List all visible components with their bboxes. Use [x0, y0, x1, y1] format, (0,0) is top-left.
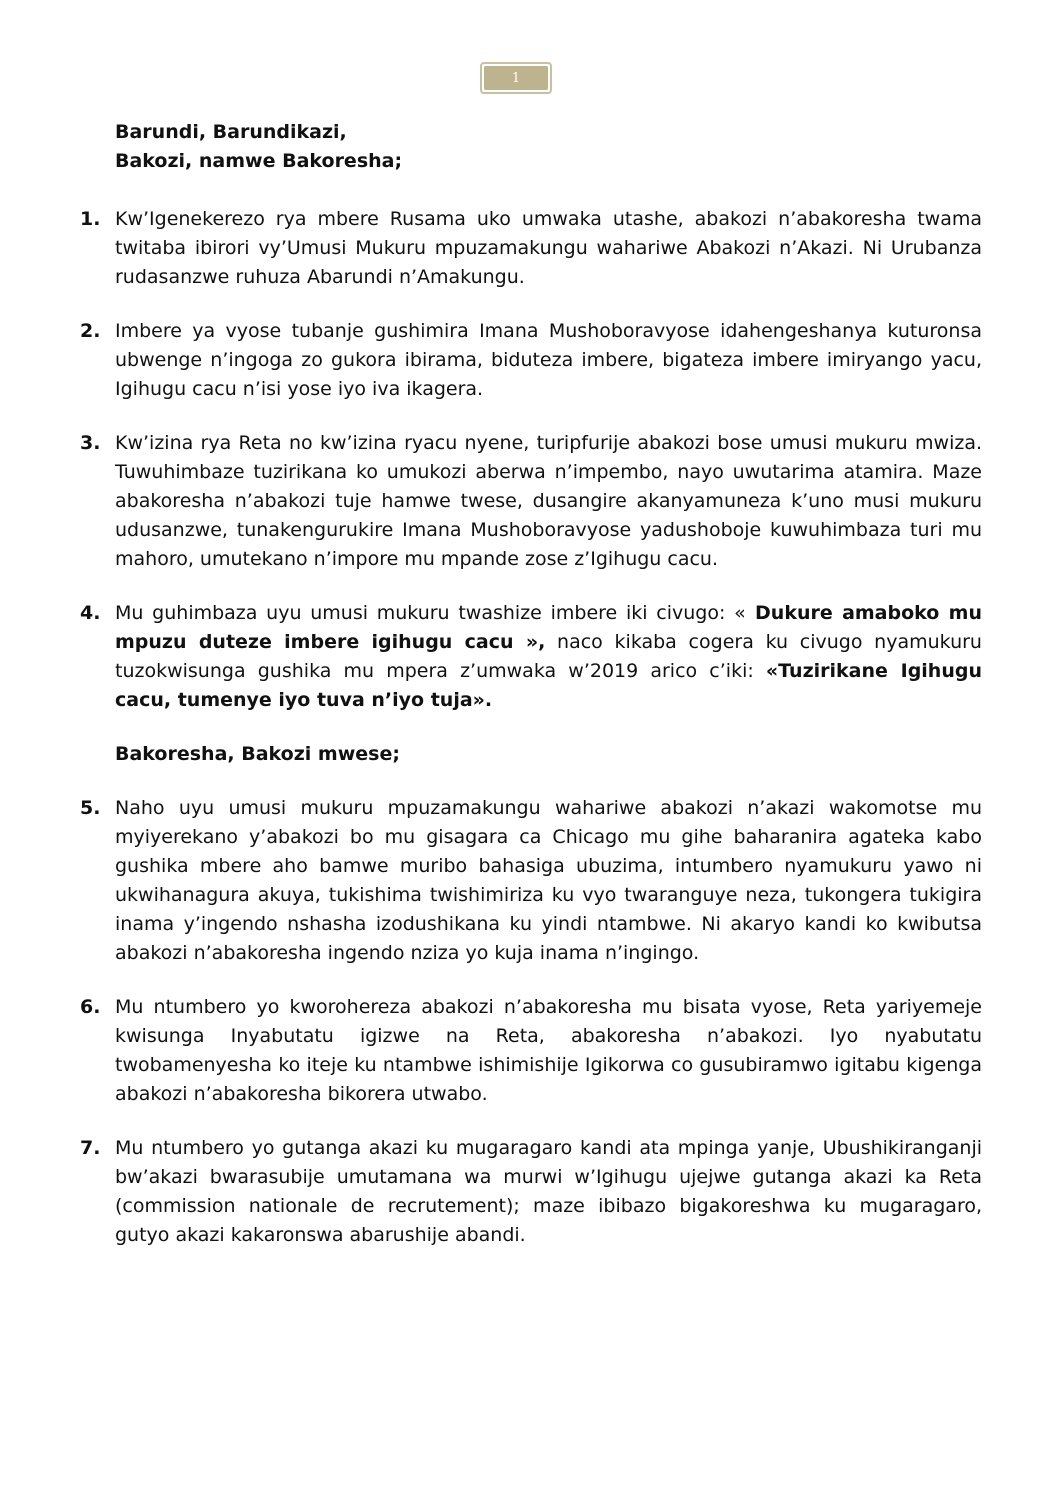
- paragraph-text: Naho uyu umusi mukuru mpuzamakungu wahariwe abakozi n’akazi wakomotse mu myiyerekano y’abakozi bo mu gisagara ca Chicago mu gihe baharanira agateka kabo gushika mbere aho bamwe muribo bahasiga ubuzima, intumbero nyamukuru yawo ni ukwihanagura akuya, tukishima twishimiriza ku vyo twaranguye neza, tukongera tukigira inama y’ingendo nshasha izodushikana ku yindi ntambwe. Ni akaryo kandi ko kwibutsa abakozi n’abakoresha ingendo nziza yo kuja inama n’ingingo.: [115, 797, 982, 964]
- main-motto-bold: «Tuzirikane Igihugu cacu, tumenye iyo tuva n’iyo tuja».: [115, 660, 982, 711]
- paragraph-number: 7.: [80, 1137, 101, 1159]
- paragraph-text: Kw’Igenekerezo rya mbere Rusama uko umwaka utashe, abakozi n’abakoresha twama twitaba ibirori vy’Umusi Mukuru mpuzamakungu wahariwe Abakozi n’Akazi. Ni Urubanza rudasanzwe ruhuza Abarundi n’Amakungu.: [115, 208, 982, 288]
- greeting-line-2: Bakozi, namwe Bakoresha;: [115, 150, 403, 172]
- paragraph-number: 6.: [80, 996, 101, 1018]
- motto-bold: Dukure amaboko mu mpuzu duteze imbere igihugu cacu »,: [115, 602, 982, 653]
- greeting: [115, 118, 982, 176]
- paragraph-5: [80, 794, 982, 968]
- paragraph-number: 3.: [80, 432, 101, 454]
- paragraph-text: Mu ntumbero yo gutanga akazi ku mugaragaro kandi ata mpinga yanje, Ubushikiranganji bw’akazi bwarasubije umutamana wa murwi w’Igihugu ujejwe gutanga akazi ka Reta (commission nationale de recrutement); maze ibibazo bigakoreshwa ku mugaragaro, gutyo akazi kakaronswa abarushije abandi.: [115, 1137, 982, 1246]
- document-body: [80, 118, 982, 1250]
- subheading: Bakoresha, Bakozi mwese;: [115, 743, 400, 765]
- greeting-line-1: Barundi, Barundikazi,: [115, 121, 347, 143]
- paragraph-text: Mu ntumbero yo kworohereza abakozi n’abakoresha mu bisata vyose, Reta yariyemeje kwisunga Inyabutatu igizwe na Reta, abakoresha n’abakozi. Iyo nyabutatu twobamenyesha ko iteje ku ntambwe ishimishije Igikorwa co gusubiramwo igitabu kigenga abakozi n’abakoresha bikorera utwabo.: [115, 996, 982, 1105]
- paragraph-text: Imbere ya vyose tubanje gushimira Imana Mushoboravyose idahengeshanya kuturonsa ubwenge n’ingoga zo gukora ibirama, biduteza imbere, bigateza imbere imiryango yacu, Igihugu cacu n’isi yose iyo iva ikagera.: [115, 320, 982, 400]
- paragraph-2: [80, 317, 982, 404]
- paragraph-number: 5.: [80, 797, 101, 819]
- paragraph-text-part: naco kikaba cogera ku civugo nyamukuru tuzokwisunga gushika mu mpera z’umwaka w’2019 arico c’iki:: [115, 631, 982, 682]
- paragraph-text: Kw’izina rya Reta no kw’izina ryacu nyene, turipfurije abakozi bose umusi mukuru mwiza. Tuwuhimbaze tuzirikana ko umukozi aberwa n’impembo, nayo uwutarima atamira. Maze abakoresha n’abakozi tuje hamwe twese, dusangire akanyamuneza k’uno musi mukuru udusanzwe, tunakengurukire Imana Mushoboravyose yadushoboje kuwuhimbaza turi mu mahoro, umutekano n’impore mu mpande zose z’Igihugu cacu.: [115, 432, 982, 570]
- paragraph-number: 1.: [80, 208, 101, 230]
- page-number-badge: [480, 62, 552, 94]
- paragraph-3: [80, 429, 982, 574]
- paragraph-number: 2.: [80, 320, 101, 342]
- paragraph-1: [80, 205, 982, 292]
- paragraph-text-part: Mu guhimbaza uyu umusi mukuru twashize imbere iki civugo: «: [115, 602, 746, 624]
- paragraph-text: [115, 599, 982, 715]
- paragraph-4: [80, 599, 982, 715]
- page-number: 1: [484, 66, 548, 90]
- paragraph-number: 4.: [80, 602, 101, 624]
- paragraph-7: [80, 1134, 982, 1250]
- paragraph-6: [80, 993, 982, 1109]
